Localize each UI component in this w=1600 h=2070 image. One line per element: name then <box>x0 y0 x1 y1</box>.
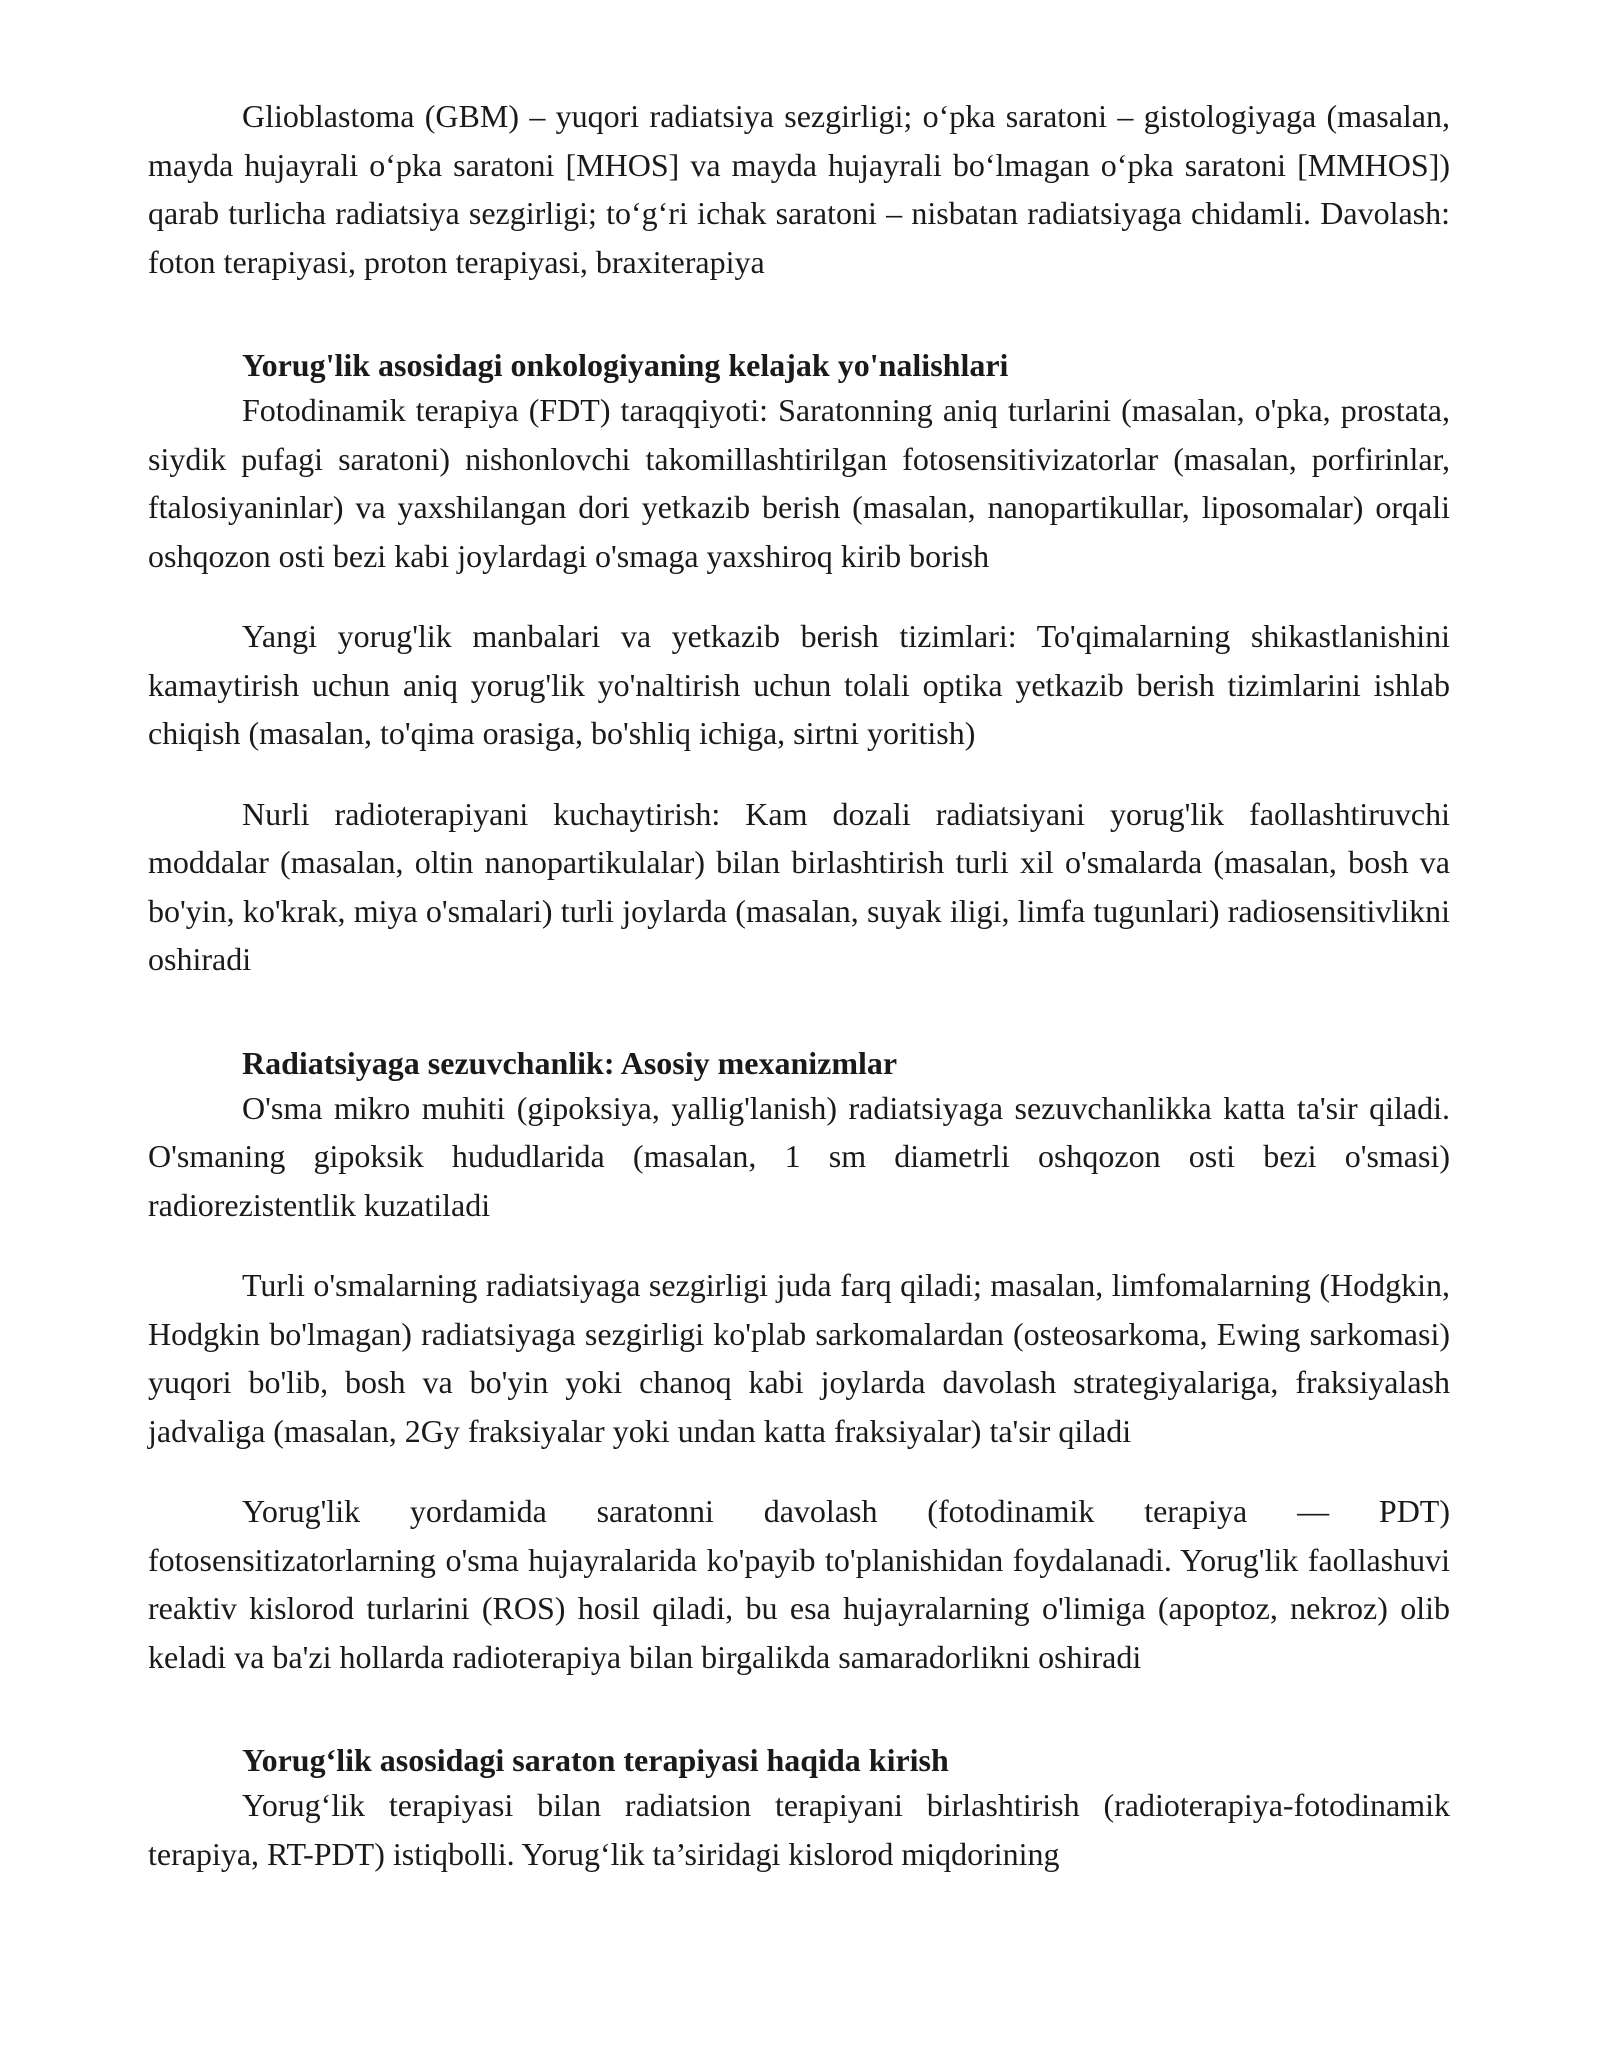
paragraph-rt-pdt: Yorug‘lik terapiyasi bilan radiatsion terapiyani birlashtirish (radioterapiya-fotodinamik terapiya, RT-PDT) istiqbolli. Yorug‘lik ta’siridagi kislorod miqdorining <box>148 1787 1450 1872</box>
paragraph-glioblastoma: Glioblastoma (GBM) – yuqori radiatsiya sezgirligi; o‘pka saratoni – gistologiyaga (masalan, mayda hujayrali o‘pka saratoni [MHOS] va mayda hujayrali bo‘lmagan o‘pka saratoni [MMHOS]) qarab turlicha radiatsiya sezgirligi; to‘g‘ri ichak saratoni – nisbatan radiatsiyaga chidamli. Davolash: foton terapiyasi, proton terapiyasi, braxiterapiya <box>148 98 1450 280</box>
heading-radiosensitivity: Radiatsiyaga sezuvchanlik: Asosiy mexanizmlar <box>242 1044 898 1081</box>
paragraph-fdt-progress: Fotodinamik terapiya (FDT) taraqqiyoti: Saratonning aniq turlarini (masalan, o'pka, prostata, siydik pufagi saratoni) nishonlovchi takomillashtirilgan fotosensitivizatorlar (masalan, porfirinlar, ftalosiyaninlar) va yaxshilangan dori yetkazib berish (masalan, nanopartikullar, liposomalar) orqali oshqozon osti bezi kabi joylardagi o'smaga yaxshiroq kirib borish <box>148 392 1450 574</box>
heading-future-directions: Yorug'lik asosidagi onkologiyaning kelajak yo'nalishlari <box>242 347 1009 383</box>
paragraph-tumor-microenvironment: O'sma mikro muhiti (gipoksiya, yallig'lanish) radiatsiyaga sezuvchanlikka katta ta'sir qiladi. O'smaning gipoksik hududlarida (masalan, 1 sm diametrli oshqozon osti bezi o'smasi) radiorezistentlik kuzatiladi <box>148 1089 1450 1223</box>
paragraph-pdt: Yorug'lik yordamida saratonni davolash (fotodinamik terapiya — PDT) fotosensitizatorlarning o'sma hujayralarida ko'payib to'planishidan foydalanadi. Yorug'lik faollashuvi reaktiv kislorod turlarini (ROS) hosil qiladi, bu esa hujayralarning o'limiga (apoptoz, nekroz) olib keladi va ba'zi hollarda radioterapiya bilan birgalikda samaradorlikni oshiradi <box>148 1493 1450 1675</box>
paragraph-new-light-sources: Yangi yorug'lik manbalari va yetkazib berish tizimlari: To'qimalarning shikastlanishini kamaytirish uchun aniq yorug'lik yo'naltirish uchun tolali optika yetkazib berish tizimlarini ishlab chiqish (masalan, to'qima orasiga, bo'shliq ichiga, sirtni yoritish) <box>148 618 1450 751</box>
heading-light-therapy-intro: Yorug‘lik asosidagi saraton terapiyasi haqida kirish <box>242 1742 949 1778</box>
paragraph-radiotherapy-enhancement: Nurli radioterapiyani kuchaytirish: Kam dozali radiatsiyani yorug'lik faollashtiruvchi moddalar (masalan, oltin nanopartikulalar) bilan birlashtirish turli xil o'smalarda (masalan, bosh va bo'yin, ko'krak, miya o'smalari) turli joylarda (masalan, suyak iligi, limfa tugunlari) radiosensitivlikni oshiradi <box>148 795 1450 977</box>
paragraph-tumor-sensitivity: Turli o'smalarning radiatsiyaga sezgirligi juda farq qiladi; masalan, limfomalarning (Hodgkin, Hodgkin bo'lmagan) radiatsiyaga sezgirligi ko'plab sarkomalardan (osteosarkoma, Ewing sarkomasi) yuqori bo'lib, bosh va bo'yin yoki chanoq kabi joylarda davolash strategiyalariga, fraksiyalash jadvaliga (masalan, 2Gy fraksiyalar yoki undan katta fraksiyalar) ta'sir qiladi <box>148 1267 1450 1449</box>
document-page <box>148 92 1450 1878</box>
